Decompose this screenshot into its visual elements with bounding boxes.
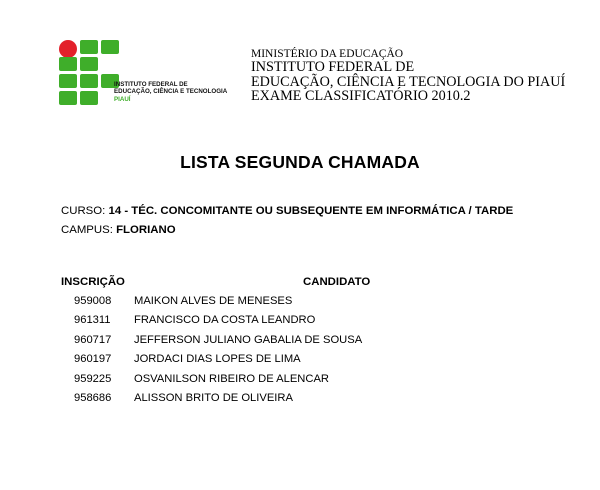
institute-label-2: EDUCAÇÃO, CIÊNCIA E TECNOLOGIA DO PIAUÍ	[251, 73, 566, 90]
candidato-cell: MAIKON ALVES DE MENESES	[134, 295, 293, 307]
table-row	[0, 373, 600, 392]
inscricao-cell: 959008	[74, 295, 112, 307]
campus-line	[61, 224, 176, 236]
document-header	[251, 48, 565, 104]
page-title: LISTA SEGUNDA CHAMADA	[180, 152, 420, 172]
header-inscricao: INSCRIÇÃO	[61, 276, 125, 288]
candidate-list	[0, 295, 600, 411]
campus-value: FLORIANO	[116, 224, 176, 236]
ministry-label: MINISTÉRIO DA EDUCAÇÃO	[251, 48, 404, 60]
logo-line2: EDUCAÇÃO, CIÊNCIA E TECNOLOGIA	[114, 88, 228, 96]
candidato-cell: JEFFERSON JULIANO GABALIA DE SOUSA	[134, 333, 363, 346]
inscricao-cell: 959225	[74, 372, 112, 385]
inscricao-cell: 960197	[74, 353, 112, 366]
logo-line1: INSTITUTO FEDERAL DE	[114, 81, 188, 88]
institute-logo	[59, 40, 239, 110]
institute-label: INSTITUTO FEDERAL DE	[251, 59, 415, 75]
inscricao-cell: 960717	[74, 333, 112, 346]
candidato-cell: JORDACI DIAS LOPES DE LIMA	[134, 353, 301, 366]
curso-label: CURSO:	[61, 205, 106, 217]
table-row	[0, 392, 600, 411]
table-row	[0, 353, 600, 372]
inscricao-cell: 958686	[74, 391, 112, 404]
table-row	[0, 314, 600, 333]
header-candidato: CANDIDATO	[303, 276, 371, 288]
candidato-cell: OSVANILSON RIBEIRO DE ALENCAR	[134, 372, 330, 385]
logo-text	[114, 81, 227, 103]
logo-red-dot	[59, 40, 77, 58]
exam-label: EXAME CLASSIFICATÓRIO 2010.2	[251, 88, 471, 104]
curso-value: 14 - TÉC. CONCOMITANTE OU SUBSEQUENTE EM INFORMÁTICA / TARDE	[108, 205, 514, 217]
campus-label: CAMPUS:	[61, 224, 113, 236]
candidato-cell: FRANCISCO DA COSTA LEANDRO	[134, 314, 316, 327]
logo-line3: PIAUÍ	[114, 95, 131, 103]
curso-line	[61, 205, 513, 217]
table-row	[0, 295, 600, 314]
inscricao-cell: 961311	[74, 314, 111, 327]
candidato-cell: ALISSON BRITO DE OLIVEIRA	[134, 391, 293, 404]
table-row	[0, 334, 600, 353]
